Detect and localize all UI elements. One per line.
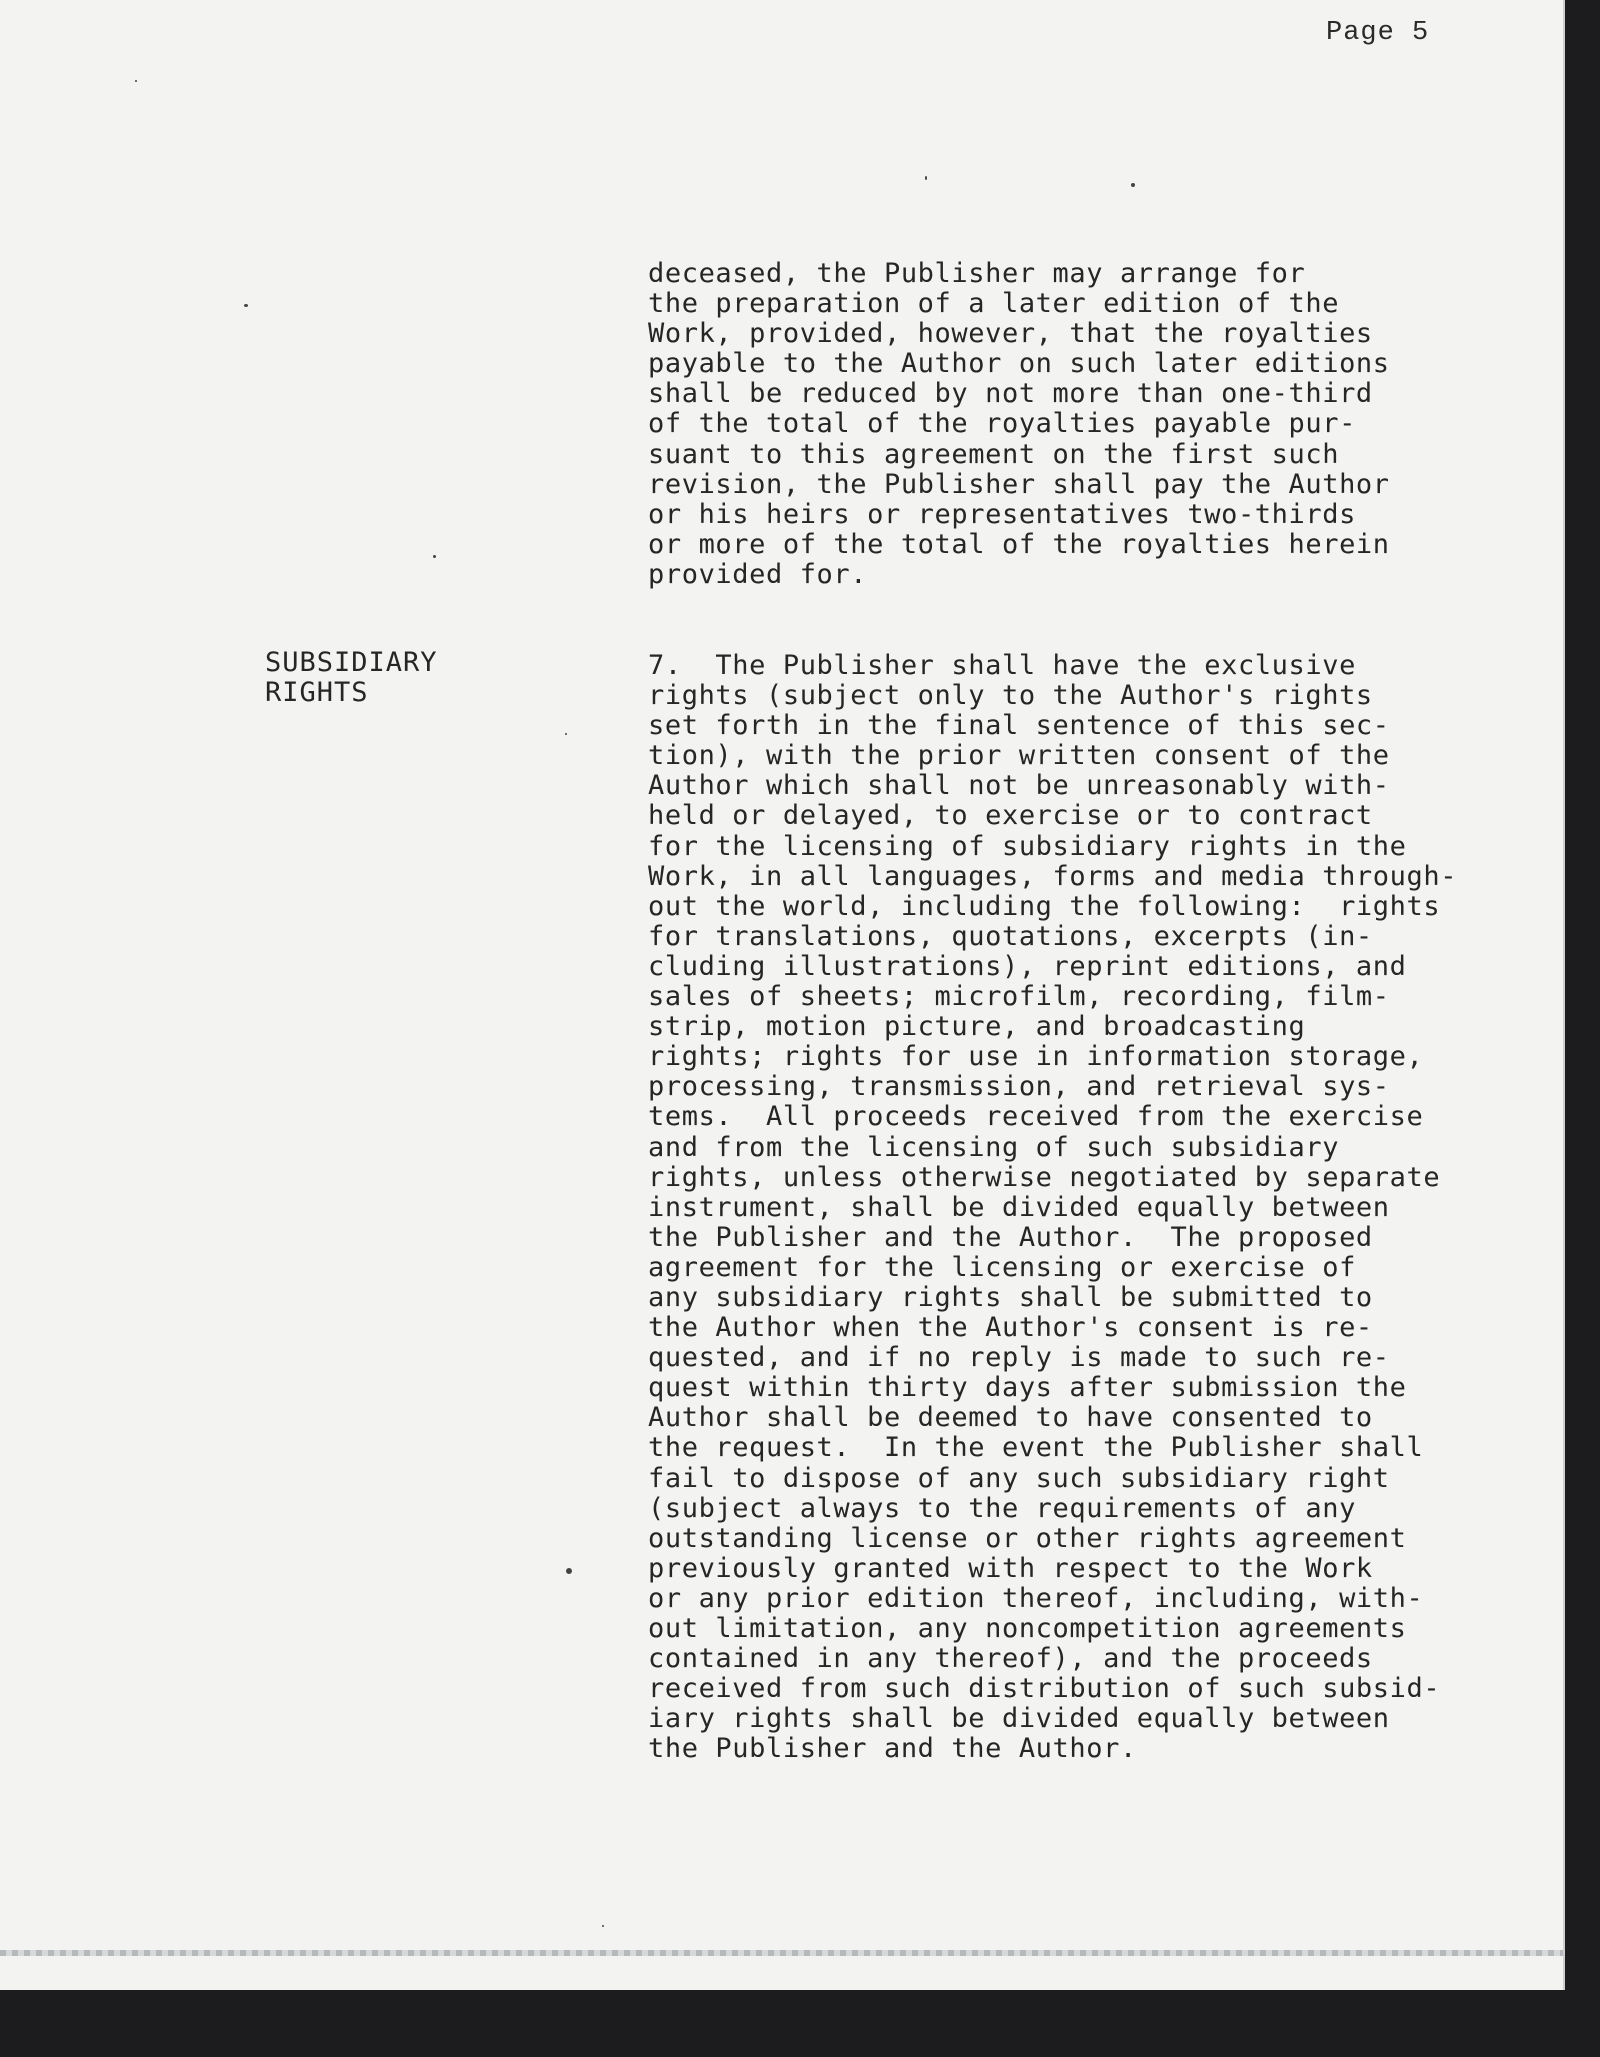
text-line: suant to this agreement on the first such (648, 438, 1340, 470)
scan-speck (565, 733, 567, 735)
text-line: and from the licensing of such subsidiary (648, 1131, 1340, 1163)
text-line: tion), with the prior written consent of the (648, 740, 1390, 772)
text-line: the Publisher and the Author. The proposed (648, 1221, 1373, 1253)
text-line: previously granted with respect to the Work (648, 1552, 1373, 1584)
scan-speck (433, 555, 436, 558)
text-line: instrument, shall be divided equally between (648, 1191, 1390, 1223)
text-line: held or delayed, to exercise or to contract (648, 800, 1373, 832)
text-line: rights (subject only to the Author's rights (648, 680, 1373, 712)
scan-edge-strip (0, 1950, 1563, 1956)
text-line: or more of the total of the royalties herein (648, 528, 1390, 560)
text-line: the Author when the Author's consent is re- (648, 1312, 1373, 1344)
text-line: rights; rights for use in information storage, (648, 1041, 1424, 1073)
section-heading-subsidiary-rights (265, 648, 438, 708)
text-line: any subsidiary rights shall be submitted to (648, 1281, 1373, 1313)
text-line: tems. All proceeds received from the exercise (648, 1101, 1424, 1133)
text-line: processing, transmission, and retrieval sys- (648, 1071, 1390, 1103)
scan-speck (925, 176, 927, 180)
text-line: rights, unless otherwise negotiated by separate (648, 1161, 1441, 1193)
text-line: Work, provided, however, that the royalties (648, 318, 1373, 350)
text-line: sales of sheets; microfilm, recording, film- (648, 981, 1390, 1013)
text-line: shall be reduced by not more than one-third (648, 378, 1373, 410)
text-line: fail to dispose of any such subsidiary right (648, 1462, 1390, 1494)
text-line: outstanding license or other rights agreement (648, 1522, 1407, 1554)
scan-speck (135, 80, 137, 82)
text-line: 7. The Publisher shall have the exclusive (648, 650, 1356, 681)
text-line: the request. In the event the Publisher shall (648, 1432, 1424, 1464)
text-line: payable to the Author on such later editions (648, 348, 1390, 380)
page-number: Page 5 (1326, 18, 1430, 48)
text-line: of the total of the royalties payable pur- (648, 408, 1356, 440)
text-line: deceased, the Publisher may arrange for (648, 258, 1306, 289)
text-line: the preparation of a later edition of the (648, 288, 1340, 320)
text-line: set forth in the final sentence of this sec- (648, 710, 1390, 742)
text-line: or any prior edition thereof, including, with- (648, 1582, 1424, 1614)
text-line: Author shall be deemed to have consented to (648, 1402, 1373, 1434)
text-line: received from such distribution of such subsid- (648, 1673, 1441, 1705)
text-line: iary rights shall be divided equally between (648, 1703, 1390, 1735)
scan-speck (244, 304, 248, 307)
text-line: cluding illustrations), reprint editions, and (648, 950, 1407, 982)
text-line: out the world, including the following: rights (648, 890, 1441, 922)
scan-speck (566, 1568, 572, 1574)
text-line: the Publisher and the Author. (648, 1733, 1137, 1765)
text-line: or his heirs or representatives two-thirds (648, 498, 1356, 530)
text-line: agreement for the licensing or exercise of (648, 1251, 1356, 1283)
text-line: Work, in all languages, forms and media through- (648, 860, 1458, 892)
text-line: provided for. (648, 558, 868, 590)
text-line: quest within thirty days after submission the (648, 1372, 1407, 1404)
scan-speck (602, 1925, 604, 1927)
continuation-paragraph (648, 259, 1390, 590)
text-line: contained in any thereof), and the proceeds (648, 1643, 1373, 1675)
text-line: strip, motion picture, and broadcasting (648, 1011, 1306, 1043)
subsidiary-rights-paragraph (648, 651, 1457, 1764)
heading-line: SUBSIDIARY (265, 647, 438, 678)
text-line: for the licensing of subsidiary rights in the (648, 830, 1407, 862)
text-line: Author which shall not be unreasonably with- (648, 770, 1390, 802)
text-line: out limitation, any noncompetition agreements (648, 1613, 1407, 1644)
text-line: revision, the Publisher shall pay the Author (648, 468, 1390, 500)
text-line: (subject always to the requirements of any (648, 1492, 1356, 1524)
scan-speck (1131, 183, 1135, 187)
text-line: for translations, quotations, excerpts (in- (648, 920, 1373, 952)
text-line: quested, and if no reply is made to such re- (648, 1342, 1390, 1374)
heading-line: RIGHTS (265, 677, 369, 708)
